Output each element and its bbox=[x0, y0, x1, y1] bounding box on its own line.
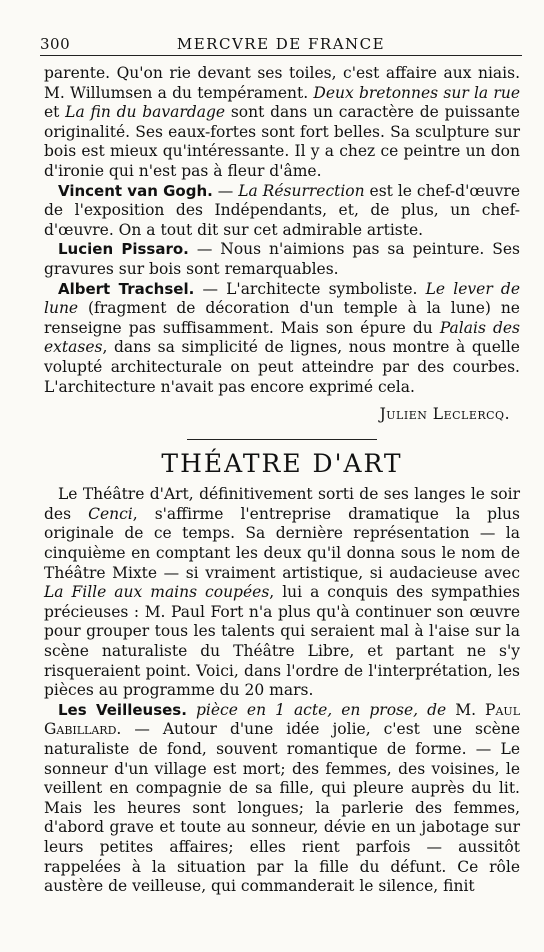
entry-trachsel bbox=[44, 280, 520, 398]
text-run: , s'affirme l'entreprise dramatique la plus originale de ce temps. Sa dernière représentation — la cinquième en comptant les deux qu'il donna sous le nom de Théâtre Mixte — si vraiment artistique, si audacieuse avec bbox=[44, 504, 520, 582]
artwork-title: Deux bretonnes sur la rue bbox=[313, 83, 520, 102]
artist-name: Vincent van Gogh. bbox=[58, 181, 213, 200]
text-run: — L'architecte symboliste. bbox=[194, 279, 426, 298]
text-run: , dans sa simplicité de lignes, nous montre à quelle volupté architecturale on peut atteindre par des courbes. L'architecture n'avait pas encore exprimé cela. bbox=[44, 338, 520, 396]
artist-name: Lucien Pissaro. bbox=[58, 240, 189, 259]
text-run: , lui a conquis des sympathies précieuses : M. Paul Fort n'a plus qu'à continuer son œuvre pour grouper tous les talents qui seraient mal à l'aise sur la scène naturaliste du Théâtre Libre, et partant ne s'y risqueraient point. Voici, dans l'ordre de l'interprétation, les pièces au programme du 20 mars. bbox=[44, 583, 520, 700]
journal-title: MERCVRE DE FRANCE bbox=[176, 35, 386, 53]
text-run: (fragment de décoration d'un temple à la lune) ne renseigne pas suffisamment. Mais son épure du bbox=[44, 299, 520, 337]
play-title: Cenci bbox=[88, 504, 133, 523]
text-run: . — Autour d'une idée jolie, c'est une scène naturaliste de fond, souvent romantique de forme. — Le sonneur d'un village est mort; des femmes, des voisines, le veillent en compagnie de sa fille, qui pleure auprès du lit. Mais les heures sont longues; la parlerie des femmes, d'abord grave et toute au sonneur, dévie en un jabotage sur leurs petites affaires; elles rient parfois — aussitôt rappelées à la situation par la fille du défunt. Ce rôle austère de veilleuse, qui commanderait le silence, finit bbox=[44, 720, 520, 896]
artwork-title: La Résurrection bbox=[238, 181, 365, 200]
text-run: — bbox=[212, 181, 239, 200]
text-run: parente. Qu'on rie devant ses toiles, c'est affaire aux niais. M. Willumsen a du tempérament. bbox=[44, 64, 520, 102]
author-signature: Julien Leclercq. bbox=[379, 405, 510, 424]
entry-van-gogh bbox=[44, 182, 520, 241]
play-author: M. Paul Gabillard bbox=[44, 700, 520, 739]
entry-les-veilleuses bbox=[44, 701, 520, 897]
artwork-title: Palais des extases bbox=[44, 318, 521, 357]
artwork-title: La fin du bavardage bbox=[65, 103, 226, 122]
play-title: La Fille aux mains coupées bbox=[44, 583, 270, 602]
text-run: sont dans un caractère de puissante originalité. Ses eaux-fortes sont fort belles. Sa sculpture sur bois est mieux qu'intéressante. Il y a chez ce peintre un don d'ironie qui n'est pas à fleur d'âme. bbox=[44, 103, 520, 180]
section-title: THÉATRE D'ART bbox=[161, 448, 403, 478]
text-run: et bbox=[44, 103, 66, 122]
text-run: est le chef-d'œuvre de l'exposition des Indépendants, et, de plus, un chef-d'œuvre. On a tout dit sur cet admirable artiste. bbox=[44, 181, 520, 239]
artist-name: Albert Trachsel. bbox=[58, 279, 195, 298]
page-number: 300 bbox=[40, 35, 71, 53]
artwork-title: Le lever de lune bbox=[44, 279, 520, 318]
section-divider bbox=[187, 439, 377, 440]
text-run: Le Théâtre d'Art, définitivement sorti de ses langes le soir des bbox=[44, 485, 520, 523]
running-header bbox=[40, 33, 522, 56]
play-description: pièce en 1 acte, en prose, de bbox=[186, 700, 456, 719]
theatre-intro-paragraph bbox=[44, 485, 520, 701]
page-body bbox=[44, 64, 520, 897]
entry-pissaro bbox=[44, 240, 520, 279]
play-name: Les Veilleuses. bbox=[58, 700, 187, 719]
continuation-paragraph bbox=[44, 64, 520, 182]
text-run: — Nous n'aimions pas sa peinture. Ses gravures sur bois sont remarquables. bbox=[44, 240, 521, 278]
